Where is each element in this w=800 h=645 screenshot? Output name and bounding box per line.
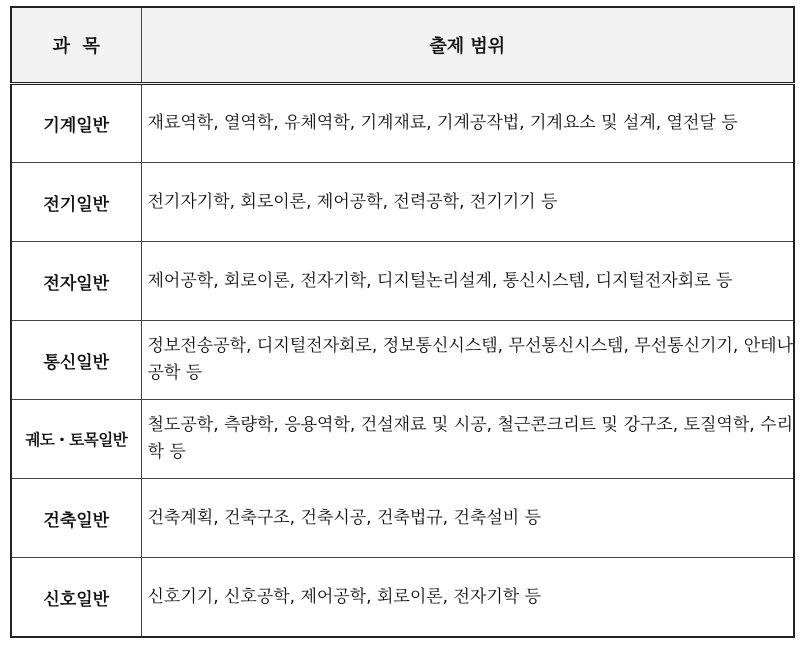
scope-cell: 전기자기학, 회로이론, 제어공학, 전력공학, 전기기기 등 xyxy=(141,163,794,242)
header-subject: 과 목 xyxy=(11,7,141,84)
exam-scope-table xyxy=(10,6,795,638)
subject-cell: 궤도・토목일반 xyxy=(11,400,141,479)
scope-cell: 정보전송공학, 디지털전자회로, 정보통신시스템, 무선통신시스템, 무선통신기기, 안테나공학 등 xyxy=(141,321,794,400)
subject-cell: 신호일반 xyxy=(11,558,141,637)
subject-cell: 전자일반 xyxy=(11,242,141,321)
table-row xyxy=(11,400,794,479)
subject-cell: 전기일반 xyxy=(11,163,141,242)
scope-cell: 건축계획, 건축구조, 건축시공, 건축법규, 건축설비 등 xyxy=(141,479,794,558)
table-row xyxy=(11,321,794,400)
header-scope: 출제 범위 xyxy=(141,7,794,84)
subject-cell: 기계일반 xyxy=(11,84,141,163)
table-row xyxy=(11,163,794,242)
table-row xyxy=(11,84,794,163)
scope-cell: 신호기기, 신호공학, 제어공학, 회로이론, 전자기학 등 xyxy=(141,558,794,637)
subject-cell: 통신일반 xyxy=(11,321,141,400)
scope-cell: 재료역학, 열역학, 유체역학, 기계재료, 기계공작법, 기계요소 및 설계, 열전달 등 xyxy=(141,84,794,163)
exam-scope-table-container xyxy=(10,6,793,638)
table-header-row xyxy=(11,7,794,84)
table-row xyxy=(11,479,794,558)
scope-cell: 철도공학, 측량학, 응용역학, 건설재료 및 시공, 철근콘크리트 및 강구조, 토질역학, 수리학 등 xyxy=(141,400,794,479)
table-row xyxy=(11,558,794,637)
subject-cell: 건축일반 xyxy=(11,479,141,558)
scope-cell: 제어공학, 회로이론, 전자기학, 디지털논리설계, 통신시스템, 디지털전자회로 등 xyxy=(141,242,794,321)
table-row xyxy=(11,242,794,321)
